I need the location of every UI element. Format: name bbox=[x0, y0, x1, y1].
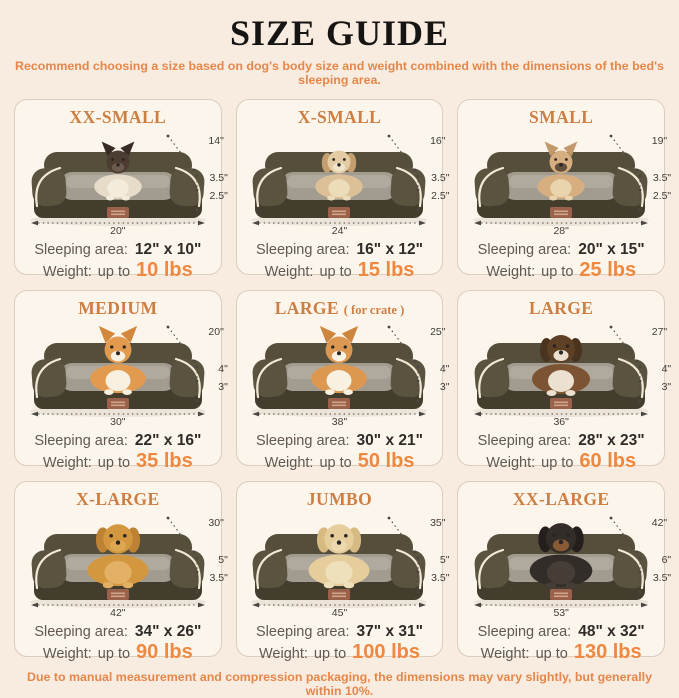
dim-width-label: 24" bbox=[331, 225, 348, 237]
weight-line bbox=[486, 259, 636, 282]
sleeping-area-line bbox=[34, 432, 201, 450]
weight-value: 100 lbs bbox=[352, 641, 420, 663]
weight-label: Weight: bbox=[259, 646, 308, 662]
size-card bbox=[236, 481, 450, 663]
bed-photo bbox=[239, 319, 439, 431]
size-card bbox=[457, 99, 672, 281]
bed-pet-svg bbox=[239, 510, 439, 622]
dim-depth-label: 25" bbox=[430, 326, 446, 338]
size-label bbox=[307, 489, 372, 510]
weight-label: Weight: bbox=[42, 264, 92, 280]
page-subtitle: Recommend choosing a size based on dog's body size and weight combined with the dimensions of the bed's sleeping area. bbox=[15, 59, 664, 87]
dim-depth-label: 42" bbox=[651, 517, 668, 529]
weight-value: 50 lbs bbox=[357, 450, 415, 472]
dim-width-label: 45" bbox=[331, 607, 348, 619]
size-label bbox=[529, 107, 593, 128]
up-to-label: up to bbox=[541, 264, 574, 280]
sleeping-area-value: 22" x 16" bbox=[134, 432, 202, 449]
bed-photo bbox=[239, 128, 439, 240]
sleeping-area-value: 28" x 23" bbox=[578, 432, 645, 449]
dim-base-height-label: 3.5" bbox=[209, 572, 228, 584]
sleeping-area-line bbox=[256, 432, 423, 450]
bed-illustration bbox=[239, 319, 450, 431]
weight-line bbox=[43, 450, 193, 473]
bed-photo bbox=[461, 128, 661, 240]
dim-base-height-label: 2.5" bbox=[431, 190, 450, 202]
bed-pet-svg bbox=[461, 128, 661, 240]
sleeping-area-line bbox=[478, 623, 645, 641]
sleeping-area-value: 30" x 21" bbox=[356, 432, 423, 449]
weight-value: 35 lbs bbox=[136, 450, 193, 472]
sleeping-area-value: 34" x 26" bbox=[134, 623, 202, 640]
sleeping-area-line bbox=[34, 623, 201, 641]
size-name: SMALL bbox=[529, 107, 594, 127]
dim-bolster-height-label: 6" bbox=[661, 554, 672, 566]
sleeping-area-value: 16" x 12" bbox=[356, 241, 423, 258]
dim-base-height-label: 3.5" bbox=[652, 572, 672, 584]
bed-photo bbox=[239, 510, 439, 622]
dim-width-label: 42" bbox=[110, 607, 126, 619]
bed-pet-svg bbox=[461, 319, 661, 431]
dim-depth-label: 20" bbox=[208, 326, 224, 338]
bed-photo bbox=[18, 510, 218, 622]
dim-width-label: 53" bbox=[553, 607, 569, 619]
weight-value: 90 lbs bbox=[136, 641, 193, 663]
bed-photo bbox=[18, 128, 218, 240]
size-name: XX-SMALL bbox=[69, 107, 167, 127]
dim-bolster-height-label: 4" bbox=[439, 363, 450, 375]
up-to-label: up to bbox=[97, 264, 131, 280]
size-guide-page bbox=[0, 12, 679, 698]
size-name: JUMBO bbox=[306, 489, 373, 509]
bed-photo bbox=[461, 510, 661, 622]
sleeping-area-line bbox=[34, 241, 201, 259]
sleeping-area-label: Sleeping area: bbox=[34, 242, 128, 258]
dim-bolster-height-label: 5" bbox=[439, 554, 450, 566]
dim-bolster-height-label: 5" bbox=[218, 554, 228, 566]
dim-depth-label: 30" bbox=[208, 517, 224, 529]
weight-line bbox=[265, 450, 415, 473]
bed-illustration bbox=[461, 319, 672, 431]
up-to-label: up to bbox=[97, 455, 131, 471]
size-name: MEDIUM bbox=[78, 298, 158, 318]
weight-line bbox=[43, 641, 193, 664]
sleeping-area-label: Sleeping area: bbox=[256, 624, 350, 640]
size-card bbox=[457, 481, 672, 663]
up-to-label: up to bbox=[313, 646, 347, 662]
page-title: SIZE GUIDE bbox=[229, 13, 450, 53]
size-label bbox=[298, 107, 382, 128]
bed-illustration bbox=[461, 510, 672, 622]
weight-value: 130 lbs bbox=[573, 641, 642, 663]
dim-bolster-height-label: 3.5" bbox=[431, 172, 450, 184]
size-card bbox=[14, 481, 228, 663]
page-footer: Due to manual measurement and compression packaging, the dimensions may vary slightly, but generally within 10%. bbox=[27, 670, 652, 698]
sleeping-area-label: Sleeping area: bbox=[34, 624, 128, 640]
dim-bolster-height-label: 4" bbox=[218, 363, 228, 375]
weight-label: Weight: bbox=[264, 455, 314, 471]
size-grid bbox=[0, 99, 679, 663]
size-card bbox=[14, 99, 228, 281]
dim-width-label: 28" bbox=[553, 225, 569, 237]
dim-width-label: 36" bbox=[553, 416, 569, 428]
weight-label: Weight: bbox=[486, 455, 536, 471]
sleeping-area-label: Sleeping area: bbox=[477, 433, 572, 449]
size-label bbox=[275, 298, 405, 319]
size-label bbox=[70, 107, 167, 128]
dim-base-height-label: 3" bbox=[661, 381, 672, 393]
sleeping-area-value: 37" x 31" bbox=[356, 623, 423, 640]
bed-pet-svg bbox=[18, 128, 218, 240]
weight-label: Weight: bbox=[486, 264, 536, 280]
up-to-label: up to bbox=[541, 455, 574, 471]
dim-depth-label: 16" bbox=[430, 135, 446, 147]
dim-width-label: 38" bbox=[331, 416, 348, 428]
bed-illustration bbox=[239, 510, 450, 622]
sleeping-area-value: 48" x 32" bbox=[578, 623, 645, 640]
sleeping-area-label: Sleeping area: bbox=[477, 624, 572, 640]
bed-pet-svg bbox=[18, 319, 218, 431]
dim-bolster-height-label: 4" bbox=[661, 363, 672, 375]
sleeping-area-label: Sleeping area: bbox=[34, 433, 128, 449]
size-card bbox=[236, 290, 450, 472]
bed-illustration bbox=[18, 319, 228, 431]
sleeping-area-value: 12" x 10" bbox=[134, 241, 202, 258]
sleeping-area-label: Sleeping area: bbox=[477, 242, 572, 258]
weight-label: Weight: bbox=[42, 455, 92, 471]
bed-pet-svg bbox=[239, 319, 439, 431]
dim-base-height-label: 2.5" bbox=[209, 190, 228, 202]
weight-value: 10 lbs bbox=[136, 259, 193, 281]
weight-line bbox=[43, 259, 193, 282]
bed-illustration bbox=[18, 510, 228, 622]
bed-pet-svg bbox=[18, 510, 218, 622]
sleeping-area-line bbox=[256, 623, 423, 641]
size-name: LARGE bbox=[529, 298, 594, 318]
dim-depth-label: 19" bbox=[651, 135, 668, 147]
dim-width-label: 20" bbox=[110, 225, 126, 237]
dim-base-height-label: 3" bbox=[439, 381, 450, 393]
bed-pet-svg bbox=[239, 128, 439, 240]
size-note: ( for crate ) bbox=[343, 303, 405, 317]
dim-depth-label: 35" bbox=[430, 517, 446, 529]
up-to-label: up to bbox=[97, 646, 131, 662]
size-card bbox=[457, 290, 672, 472]
size-label bbox=[513, 489, 610, 510]
size-label bbox=[529, 298, 593, 319]
sleeping-area-line bbox=[478, 432, 645, 450]
weight-line bbox=[265, 259, 415, 282]
dim-bolster-height-label: 3.5" bbox=[652, 172, 672, 184]
weight-label: Weight: bbox=[264, 264, 314, 280]
weight-line bbox=[486, 450, 636, 473]
dim-base-height-label: 2.5" bbox=[652, 190, 672, 202]
bed-pet-svg bbox=[461, 510, 661, 622]
weight-value: 60 lbs bbox=[579, 450, 637, 472]
weight-line bbox=[481, 641, 642, 664]
weight-value: 15 lbs bbox=[357, 259, 415, 281]
dim-bolster-height-label: 3.5" bbox=[209, 172, 228, 184]
sleeping-area-value: 20" x 15" bbox=[578, 241, 645, 258]
sleeping-area-label: Sleeping area: bbox=[256, 433, 350, 449]
dim-width-label: 30" bbox=[110, 416, 126, 428]
dim-depth-label: 14" bbox=[208, 135, 224, 147]
sleeping-area-label: Sleeping area: bbox=[256, 242, 350, 258]
dim-depth-label: 27" bbox=[651, 326, 668, 338]
bed-photo bbox=[461, 319, 661, 431]
up-to-label: up to bbox=[319, 455, 352, 471]
size-name: X-LARGE bbox=[76, 489, 160, 509]
size-label bbox=[78, 298, 157, 319]
weight-label: Weight: bbox=[42, 646, 92, 662]
bed-illustration bbox=[18, 128, 228, 240]
size-name: LARGE bbox=[274, 298, 339, 318]
up-to-label: up to bbox=[535, 646, 568, 662]
size-name: XX-LARGE bbox=[512, 489, 610, 509]
sleeping-area-line bbox=[478, 241, 645, 259]
bed-illustration bbox=[461, 128, 672, 240]
size-label bbox=[76, 489, 160, 510]
up-to-label: up to bbox=[319, 264, 352, 280]
weight-value: 25 lbs bbox=[579, 259, 637, 281]
size-name: X-SMALL bbox=[297, 107, 382, 127]
size-card bbox=[14, 290, 228, 472]
size-card bbox=[236, 99, 450, 281]
bed-illustration bbox=[239, 128, 450, 240]
weight-line bbox=[259, 641, 420, 664]
dim-base-height-label: 3.5" bbox=[431, 572, 450, 584]
bed-photo bbox=[18, 319, 218, 431]
sleeping-area-line bbox=[256, 241, 423, 259]
weight-label: Weight: bbox=[480, 646, 530, 662]
dim-base-height-label: 3" bbox=[218, 381, 228, 393]
